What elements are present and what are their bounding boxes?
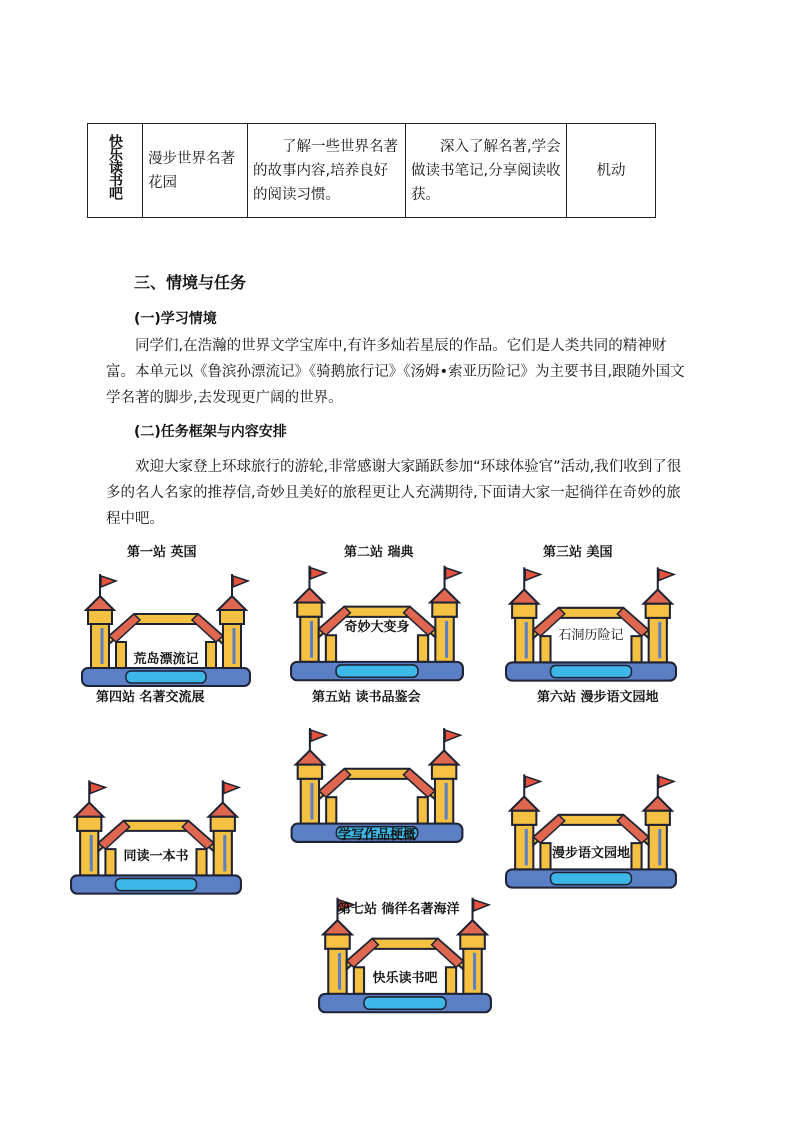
castle-icon xyxy=(69,778,243,898)
table-row xyxy=(88,124,656,218)
castle-label-5: 学写作品梗概 xyxy=(337,828,416,843)
unit-label: 快乐读书吧 xyxy=(107,134,123,199)
subsection-title-1: (一)学习情境 xyxy=(134,311,217,327)
goal2-text: 深入了解名著,学会做读书笔记,分享阅读收获。 xyxy=(411,138,561,203)
castle-label-2: 奇妙大变身 xyxy=(344,620,410,635)
station-title-7: 第七站 徜徉名著海洋 xyxy=(338,902,460,917)
table-cell-topic xyxy=(143,124,248,218)
table-cell-unit xyxy=(88,124,143,218)
goal1-text: 了解一些世界名著的故事内容,培养良好的阅读习惯。 xyxy=(253,138,398,203)
section-title: 三、情境与任务 xyxy=(134,273,247,292)
subsection-title-2: (二)任务框架与内容安排 xyxy=(134,424,287,440)
castle-label-4: 同读一本书 xyxy=(123,849,189,864)
station-title-2: 第二站 瑞典 xyxy=(344,545,414,560)
table-cell-goal2 xyxy=(406,124,567,218)
castle-label-3: 石洞历险记 xyxy=(558,628,624,643)
castle-station-3 xyxy=(504,565,678,685)
castle-station-2 xyxy=(289,562,465,686)
table-cell-goal1 xyxy=(248,124,406,218)
station-title-4: 第四站 名著交流展 xyxy=(96,690,205,705)
castle-label-7: 快乐读书吧 xyxy=(372,971,438,986)
castle-icon xyxy=(504,772,678,892)
table-cell-timing xyxy=(567,124,656,218)
timing-text: 机动 xyxy=(596,162,626,179)
paragraph-2: 欢迎大家登上环球旅行的游轮,非常感谢大家踊跃参加“环球体验官”活动,我们收到了很多的名人名家的推荐信,奇妙且美好的旅程更让人充满期待,下面请大家一起徜徉在奇妙的旅程中吧。 xyxy=(106,459,682,527)
station-title-1: 第一站 英国 xyxy=(127,545,197,560)
castle-label-1: 荒岛漂流记 xyxy=(133,652,199,667)
topic-text: 漫步世界名著花园 xyxy=(148,150,235,191)
castle-label-6: 漫步语文园地 xyxy=(551,846,630,861)
castle-station-4 xyxy=(69,778,243,898)
castle-station-6 xyxy=(504,772,678,892)
castle-station-1 xyxy=(80,572,252,690)
castle-station-5 xyxy=(289,726,465,846)
lesson-table xyxy=(87,123,656,218)
station-title-6: 第六站 漫步语文园地 xyxy=(537,690,659,705)
paragraph-1: 同学们,在浩瀚的世界文学宝库中,有许多灿若星辰的作品。它们是人类共同的精神财富。本单元以《鲁滨孙漂流记》《骑鹅旅行记》《汤姆•索亚历险记》为主要书目,跟随外国文学名著的脚步,去发现更广阔的世界。 xyxy=(106,338,685,406)
castle-icon xyxy=(80,572,252,690)
station-title-5: 第五站 读书品鉴会 xyxy=(312,690,421,705)
station-title-3: 第三站 美国 xyxy=(543,545,613,560)
